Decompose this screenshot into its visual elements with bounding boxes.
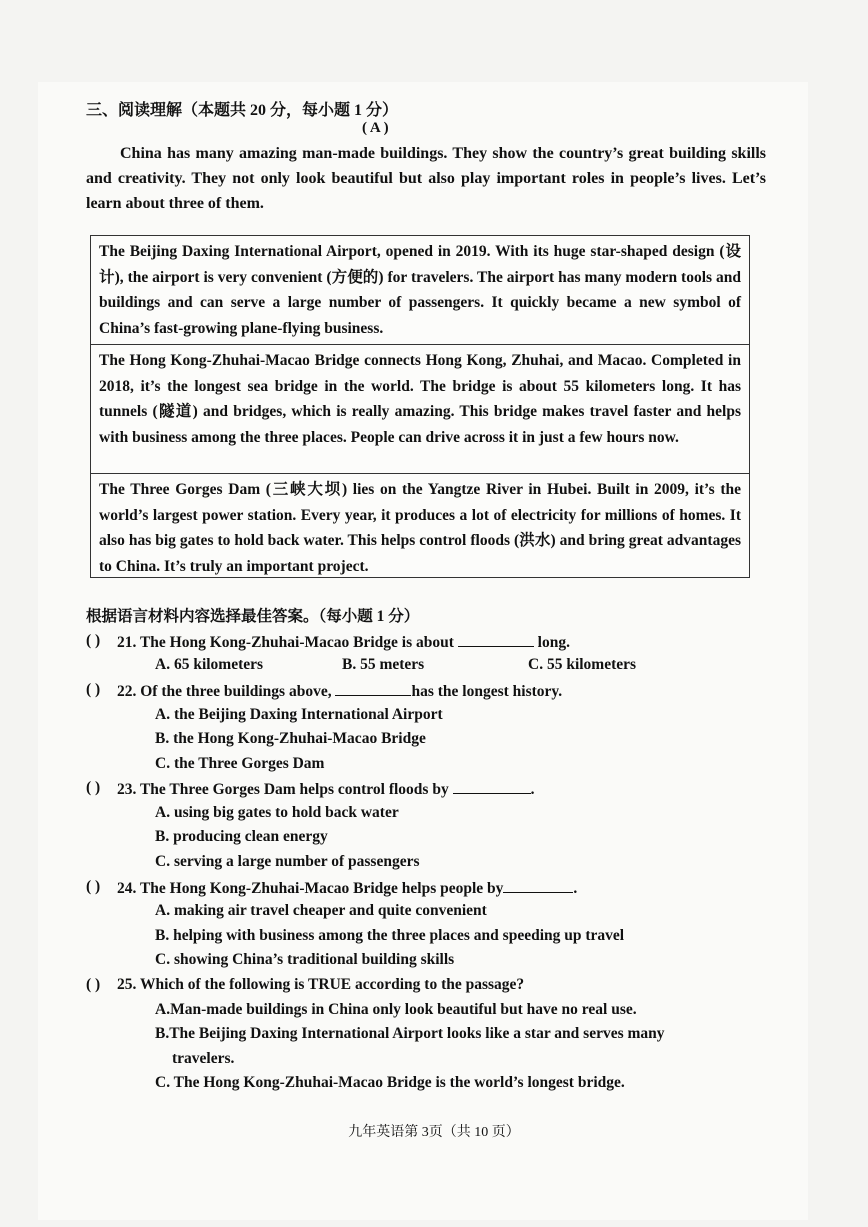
option-22-a: A. the Beijing Daxing International Airport	[155, 706, 443, 723]
question-23-end: .	[530, 781, 535, 798]
option-23-a: A. using big gates to hold back water	[155, 804, 399, 821]
question-22-stem: 22. Of the three buildings above,	[117, 683, 336, 700]
section-title: 三、阅读理解（本题共 20 分，每小题 1 分）	[86, 102, 399, 119]
answer-blank	[503, 878, 573, 893]
option-21-b: B. 55 meters	[342, 656, 425, 673]
answer-paren: ( )	[86, 976, 101, 993]
passage-box-bridge: The Hong Kong-Zhuhai-Macao Bridge connects Hong Kong, Zhuhai, and Macao. Completed in 2018, it’s the longest sea bridge in the world. The bridge is about 55 kilometers long. It has tunnels (隧道) and bridges, which is really amazing. This bridge makes travel faster and helps with business among the three places. People can drive across it in just a few hours now.	[90, 344, 750, 474]
option-25-a: A.Man-made buildings in China only look beautiful but have no real use.	[155, 1001, 637, 1018]
question-22	[117, 681, 562, 701]
option-24-a: A. making air travel cheaper and quite convenient	[155, 902, 487, 919]
option-21-a: A. 65 kilometers	[155, 656, 264, 673]
option-23-b: B. producing clean energy	[155, 828, 328, 845]
option-25-b: B.The Beijing Daxing International Airport looks like a star and serves many	[155, 1025, 665, 1042]
question-24-end: .	[573, 880, 578, 897]
passage-box-dam: The Three Gorges Dam (三峡大坝) lies on the Yangtze River in Hubei. Built in 2009, it’s the world’s largest power station. Every year, it produces a lot of electricity for millions of homes. It also has big gates to hold back water. This helps control floods (洪水) and bring great advantages to China. It’s truly an important project.	[90, 473, 750, 578]
instructions: 根据语言材料内容选择最佳答案。（每小题 1 分）	[86, 608, 420, 625]
answer-paren: ( )	[86, 632, 101, 649]
option-25-b-cont: travelers.	[172, 1050, 235, 1067]
question-22-end: has the longest history.	[411, 683, 563, 700]
option-22-b: B. the Hong Kong-Zhuhai-Macao Bridge	[155, 730, 426, 747]
option-24-b: B. helping with business among the three places and speeding up travel	[155, 927, 625, 944]
intro-paragraph: China has many amazing man-made buildings. They show the country’s great building skills and creativity. They not only look beautiful but also play important roles in people’s lives. Let’s learn about three of them.	[86, 145, 766, 212]
answer-blank	[335, 681, 411, 696]
option-22-c: C. the Three Gorges Dam	[155, 755, 325, 772]
question-24-stem: 24. The Hong Kong-Zhuhai-Macao Bridge helps people by	[117, 880, 504, 897]
question-24	[117, 878, 577, 898]
question-23-stem: 23. The Three Gorges Dam helps control floods by	[117, 781, 453, 798]
question-21	[117, 632, 570, 652]
question-25: 25. Which of the following is TRUE according to the passage?	[117, 976, 525, 993]
passage-box-airport: The Beijing Daxing International Airport, opened in 2019. With its huge star-shaped design (设计), the airport is very convenient (方便的) for travelers. The airport has many modern tools and buildings and can serve a large number of passengers. It quickly became a new symbol of China’s fast-growing plane-flying business.	[90, 235, 750, 345]
question-21-stem: 21. The Hong Kong-Zhuhai-Macao Bridge is about	[117, 634, 458, 651]
option-25-c: C. The Hong Kong-Zhuhai-Macao Bridge is the world’s longest bridge.	[155, 1074, 625, 1091]
answer-paren: ( )	[86, 878, 101, 895]
question-21-end: long.	[533, 634, 570, 651]
answer-blank	[453, 779, 531, 794]
answer-blank	[458, 632, 534, 647]
page-footer: 九年英语第 3页（共 10 页）	[348, 1125, 520, 1140]
question-23	[117, 779, 534, 799]
part-label: ( A )	[362, 120, 389, 136]
option-23-c: C. serving a large number of passengers	[155, 853, 420, 870]
answer-paren: ( )	[86, 681, 101, 698]
answer-paren: ( )	[86, 779, 101, 796]
option-21-c: C. 55 kilometers	[528, 656, 637, 673]
option-24-c: C. showing China’s traditional building skills	[155, 951, 455, 968]
